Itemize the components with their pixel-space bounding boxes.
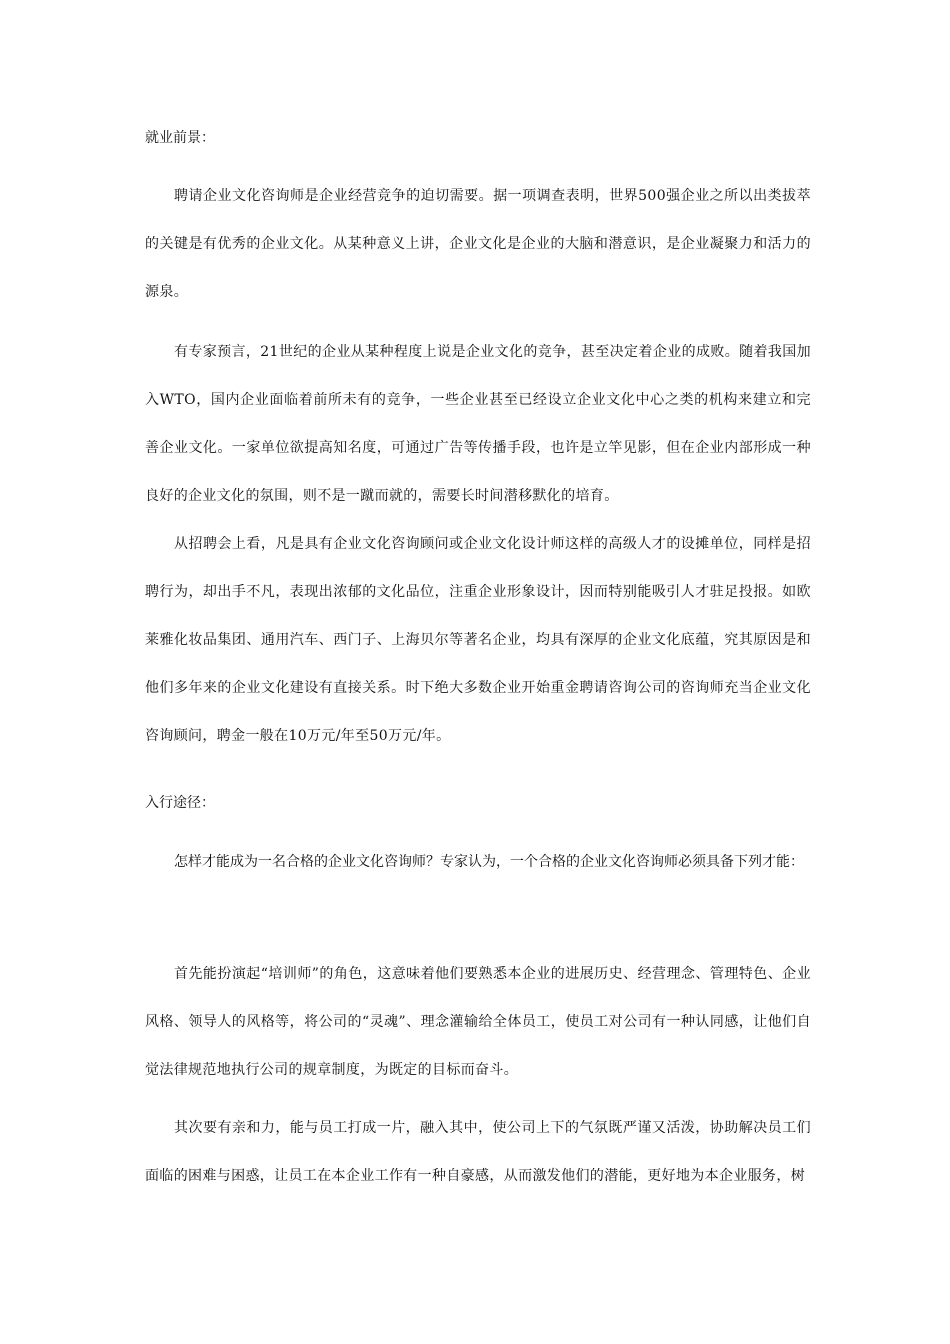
paragraph-affinity: 其次要有亲和力，能与员工打成一片，融入其中，使公司上下的气氛既严谨又活泼，协助解决员工们面临的困难与困惑，让员工在本企业工作有一种自豪感，从而激发他们的潜能，更好地为本企业服务，树 [145, 1120, 811, 1184]
paragraph-qualifications-intro: 怎样才能成为一名合格的企业文化咨询师？专家认为，一个合格的企业文化咨询师必须具备下列才能： [174, 854, 804, 870]
paragraph-trainer-role: 首先能扮演起“培训师”的角色，这意味着他们要熟悉本企业的进展历史、经营理念、管理特色、企业风格、领导人的风格等，将公司的“灵魂”、理念灌输给全体员工，使员工对公司有一种认同感，让他们自觉法律规范地执行公司的规章制度，为既定的目标而奋斗。 [145, 966, 811, 1078]
paragraph-consultant-demand: 聘请企业文化咨询师是企业经营竞争的迫切需要。据一项调查表明，世界500强企业之所以出类拔萃的关键是有优秀的企业文化。从某种意义上讲，企业文化是企业的大脑和潜意识，是企业凝聚力和活力的源泉。 [145, 188, 811, 300]
paragraph-expert-prediction: 有专家预言，21世纪的企业从某种程度上说是企业文化的竞争，甚至决定着企业的成败。随着我国加入WTO，国内企业面临着前所未有的竞争，一些企业甚至已经设立企业文化中心之类的机构来建立和完善企业文化。一家单位欲提高知名度，可通过广告等传播手段，也许是立竿见影，但在企业内部形成一种良好的企业文化的氛围，则不是一蹴而就的，需要长时间潜移默化的培育。 [145, 344, 811, 504]
heading-employment-prospects: 就业前景： [145, 130, 215, 146]
paragraph-job-fair: 从招聘会上看，凡是具有企业文化咨询顾问或企业文化设计师这样的高级人才的设摊单位，同样是招聘行为，却出手不凡，表现出浓郁的文化品位，注重企业形象设计，因而特别能吸引人才驻足投报。如欧莱雅化妆品集团、通用汽车、西门子、上海贝尔等著名企业，均具有深厚的企业文化底蕴，究其原因是和他们多年来的企业文化建设有直接关系。时下绝大多数企业开始重金聘请咨询公司的咨询师充当企业文化咨询顾问，聘金一般在10万元/年至50万元/年。 [145, 536, 811, 744]
heading-entry-path: 入行途径： [145, 795, 215, 811]
